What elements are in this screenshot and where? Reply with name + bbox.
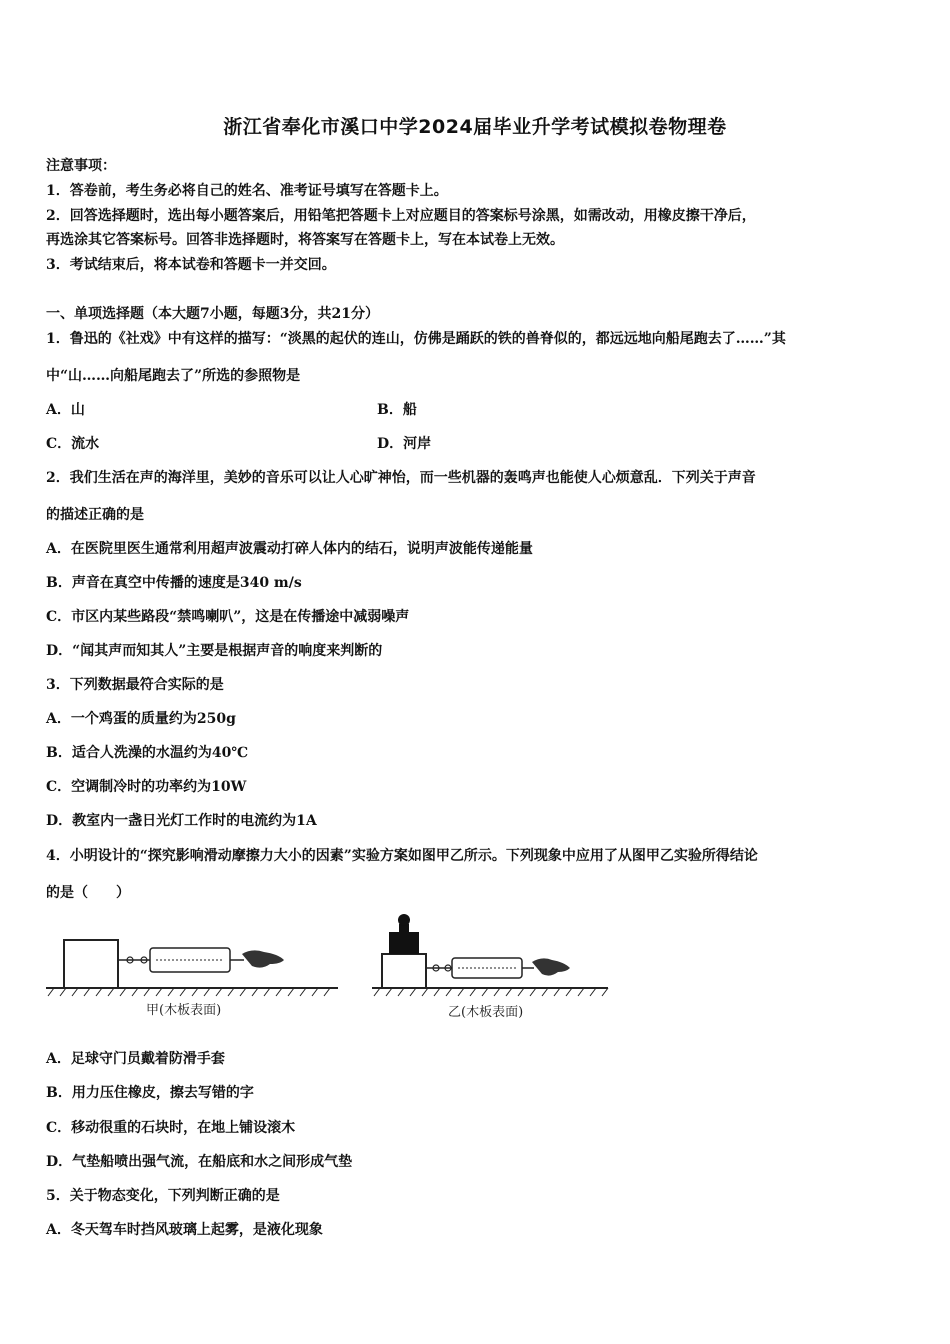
notice-item: 再选涂其它答案标号。回答非选择题时，将答案写在答题卡上，写在本试卷上无效。 xyxy=(46,232,564,248)
wood-block xyxy=(64,940,118,988)
figure-caption-jia: 甲(木板表面) xyxy=(146,1003,222,1018)
question-4-stem: 4．小明设计的“探究影响滑动摩擦力大小的因素”实验方案如图甲乙所示。下列现象中应用了从图甲乙实验所得结论 xyxy=(46,848,758,864)
page-title: 浙江省奉化市溪口中学2024届毕业升学考试模拟卷物理卷 xyxy=(223,116,727,138)
section-heading: 一、单项选择题（本大题7小题，每题3分，共21分） xyxy=(46,306,379,322)
q1-option-c: C．流水 xyxy=(46,436,100,452)
question-3-stem: 3．下列数据最符合实际的是 xyxy=(46,677,224,693)
friction-experiment-figure xyxy=(46,910,626,1030)
notice-item: 3．考试结束后，将本试卷和答题卡一并交回。 xyxy=(46,257,336,273)
q1-option-b: B．船 xyxy=(377,402,417,418)
question-4-stem: 的是（ ） xyxy=(46,885,130,901)
q2-option-a: A．在医院里医生通常利用超声波震动打碎人体内的结石，说明声波能传递能量 xyxy=(46,541,533,557)
q2-option-d: D．“闻其声而知其人”主要是根据声音的响度来判断的 xyxy=(46,643,383,659)
notice-heading: 注意事项： xyxy=(46,158,116,174)
q3-option-b: B．适合人洗澡的水温约为40℃ xyxy=(46,745,249,761)
notice-item: 2．回答选择题时，选出每小题答案后，用铅笔把答题卡上对应题目的答案标号涂黑，如需改动，用橡皮擦干净后， xyxy=(46,208,756,224)
question-2-stem: 2．我们生活在声的海洋里，美妙的音乐可以让人心旷神怡，而一些机器的轰鸣声也能使人心烦意乱．下列关于声音 xyxy=(46,470,756,486)
q3-option-c: C．空调制冷时的功率约为10W xyxy=(46,779,247,795)
q4-option-b: B．用力压住橡皮，擦去写错的字 xyxy=(46,1085,254,1101)
hand-icon xyxy=(242,950,284,967)
q2-option-b: B．声音在真空中传播的速度是340 m/s xyxy=(46,575,302,591)
question-2-stem: 的描述正确的是 xyxy=(46,507,144,523)
notice-item: 1．答卷前，考生务必将自己的姓名、准考证号填写在答题卡上。 xyxy=(46,183,448,199)
q3-option-d: D．教室内一盏日光灯工作时的电流约为1A xyxy=(46,813,317,829)
q3-option-a: A．一个鸡蛋的质量约为250g xyxy=(46,711,236,727)
wood-block xyxy=(382,954,426,988)
weight-icon xyxy=(389,932,419,954)
question-1-stem: 中“山……向船尾跑去了”所选的参照物是 xyxy=(46,368,301,384)
hand-icon xyxy=(532,958,570,975)
q1-option-d: D．河岸 xyxy=(377,436,432,452)
q4-option-a: A．足球守门员戴着防滑手套 xyxy=(46,1051,225,1067)
q4-option-c: C．移动很重的石块时，在地上铺设滚木 xyxy=(46,1120,296,1136)
figure-jia xyxy=(46,940,338,1018)
figure-yi xyxy=(372,914,608,1020)
figure-caption-yi: 乙(木板表面) xyxy=(448,1005,524,1020)
q5-option-a: A．冬天驾车时挡风玻璃上起雾，是液化现象 xyxy=(46,1222,323,1238)
question-1-stem: 1．鲁迅的《社戏》中有这样的描写：“淡黑的起伏的连山，仿佛是踊跃的铁的兽脊似的，都远远地向船尾跑去了……”其 xyxy=(46,331,786,347)
q1-option-a: A．山 xyxy=(46,402,85,418)
q2-option-c: C．市区内某些路段“禁鸣喇叭”，这是在传播途中减弱噪声 xyxy=(46,609,410,625)
q4-option-d: D．气垫船喷出强气流，在船底和水之间形成气垫 xyxy=(46,1154,353,1170)
question-5-stem: 5．关于物态变化，下列判断正确的是 xyxy=(46,1188,280,1204)
